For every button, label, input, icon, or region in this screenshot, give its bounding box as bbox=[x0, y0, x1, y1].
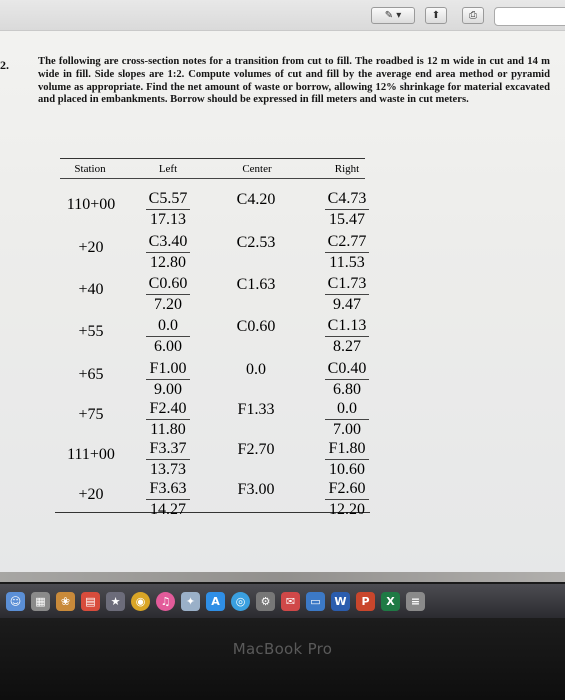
row-right-note-cut-fill: C2.77 bbox=[325, 233, 369, 253]
problem-statement: The following are cross-section notes for a transition from cut to fill. The roadbed is 12 m wide in cut and 14 m wide in fill. Side slopes are 1:2. Compute volumes of cut and fill by the average end area method or pyramid volume as appropriate. Find the net amount of waste or borrow, allowing 12% shrinkage for material excavated and placed in embankments. Borrow should be expressed in fill meters and waste in cut meters. bbox=[38, 56, 550, 106]
macos-dock bbox=[0, 584, 565, 618]
print-button[interactable] bbox=[462, 7, 484, 24]
row-right-note bbox=[325, 233, 369, 272]
screen-bottom-blur bbox=[0, 572, 565, 582]
row-left-note bbox=[146, 317, 190, 356]
row-center-note: C2.53 bbox=[236, 234, 276, 251]
folder-icon[interactable]: ▭ bbox=[306, 592, 325, 611]
preview-icon[interactable]: ✦ bbox=[181, 592, 200, 611]
itunes-icon[interactable]: ♫ bbox=[156, 592, 175, 611]
annotate-pen-button[interactable] bbox=[371, 7, 415, 24]
print-icon: ⎙ bbox=[469, 10, 477, 21]
row-left-note-distance: 6.00 bbox=[154, 338, 182, 355]
row-right-note-cut-fill: C1.13 bbox=[325, 317, 369, 337]
row-right-note-distance: 15.47 bbox=[329, 211, 365, 228]
row-left-note-cut-fill: F1.00 bbox=[146, 360, 190, 380]
row-left-note-distance: 12.80 bbox=[150, 254, 186, 271]
row-center-note: F3.00 bbox=[237, 481, 275, 498]
row-left-note bbox=[146, 480, 190, 519]
row-left-note bbox=[146, 233, 190, 272]
row-center-note: 0.0 bbox=[246, 361, 266, 378]
row-right-note-cut-fill: F2.60 bbox=[325, 480, 369, 500]
share-button[interactable] bbox=[425, 7, 447, 24]
row-right-note-cut-fill: F1.80 bbox=[325, 440, 369, 460]
row-right-note bbox=[325, 190, 369, 229]
row-right-note bbox=[325, 360, 369, 399]
pen-icon: ✎ ▾ bbox=[384, 10, 402, 21]
row-left-note-cut-fill: F3.37 bbox=[146, 440, 190, 460]
calendar-icon[interactable]: ▤ bbox=[81, 592, 100, 611]
row-left-note bbox=[146, 360, 190, 399]
row-right-note bbox=[325, 275, 369, 314]
row-right-note-distance: 9.47 bbox=[333, 296, 361, 313]
row-left-note-distance: 17.13 bbox=[150, 211, 186, 228]
row-station: +75 bbox=[78, 406, 104, 423]
row-left-note bbox=[146, 440, 190, 479]
table-header-rule bbox=[60, 178, 365, 179]
row-left-note-cut-fill: 0.0 bbox=[146, 317, 190, 337]
finder-icon[interactable]: ☺ bbox=[6, 592, 25, 611]
row-left-note bbox=[146, 190, 190, 229]
viewer-toolbar bbox=[0, 0, 565, 31]
row-right-note-distance: 10.60 bbox=[329, 461, 365, 478]
table-bottom-rule bbox=[55, 512, 370, 513]
word-icon[interactable]: W bbox=[331, 592, 350, 611]
row-center-note: C1.63 bbox=[236, 276, 276, 293]
share-icon: ⬆ bbox=[431, 10, 441, 21]
row-right-note-distance: 8.27 bbox=[333, 338, 361, 355]
row-right-note-cut-fill: 0.0 bbox=[325, 400, 369, 420]
row-station: +20 bbox=[78, 239, 104, 256]
row-left-note-distance: 14.27 bbox=[150, 501, 186, 518]
safari-icon[interactable]: ◎ bbox=[231, 592, 250, 611]
row-station: 110+00 bbox=[66, 196, 116, 213]
powerpoint-icon[interactable]: P bbox=[356, 592, 375, 611]
header-station: Station bbox=[74, 163, 106, 175]
device-label: MacBook Pro bbox=[232, 640, 333, 658]
question-number: 2. bbox=[0, 58, 9, 72]
row-right-note-distance: 7.00 bbox=[333, 421, 361, 438]
toolbar-search-field[interactable] bbox=[494, 7, 565, 26]
chrome-icon[interactable]: ◉ bbox=[131, 592, 150, 611]
row-left-note bbox=[146, 275, 190, 314]
row-right-note bbox=[325, 480, 369, 519]
row-station: +65 bbox=[78, 366, 104, 383]
row-station: +40 bbox=[78, 281, 104, 298]
row-right-note bbox=[325, 440, 369, 479]
row-right-note-distance: 12.20 bbox=[329, 501, 365, 518]
row-right-note-distance: 11.53 bbox=[329, 254, 365, 271]
mail-icon[interactable]: ✉ bbox=[281, 592, 300, 611]
row-right-note-cut-fill: C0.40 bbox=[325, 360, 369, 380]
row-left-note-cut-fill: C3.40 bbox=[146, 233, 190, 253]
row-right-note-distance: 6.80 bbox=[333, 381, 361, 398]
row-right-note bbox=[325, 317, 369, 356]
row-center-note: F2.70 bbox=[237, 441, 275, 458]
photos-icon[interactable]: ❀ bbox=[56, 592, 75, 611]
row-left-note-cut-fill: F3.63 bbox=[146, 480, 190, 500]
row-right-note bbox=[325, 400, 369, 439]
table-top-rule bbox=[60, 158, 365, 159]
row-left-note-cut-fill: F2.40 bbox=[146, 400, 190, 420]
settings-icon[interactable]: ⚙ bbox=[256, 592, 275, 611]
row-left-note bbox=[146, 400, 190, 439]
row-left-note-distance: 9.00 bbox=[154, 381, 182, 398]
star-icon[interactable]: ★ bbox=[106, 592, 125, 611]
row-left-note-distance: 11.80 bbox=[150, 421, 186, 438]
row-right-note-cut-fill: C1.73 bbox=[325, 275, 369, 295]
appstore-icon[interactable]: A bbox=[206, 592, 225, 611]
row-station: +20 bbox=[78, 486, 104, 503]
row-left-note-cut-fill: C0.60 bbox=[146, 275, 190, 295]
row-left-note-cut-fill: C5.57 bbox=[146, 190, 190, 210]
trash-icon[interactable]: ≡ bbox=[406, 592, 425, 611]
row-center-note: C4.20 bbox=[236, 191, 276, 208]
header-right: Right bbox=[334, 163, 360, 175]
row-station: 111+00 bbox=[67, 446, 115, 463]
row-center-note: F1.33 bbox=[237, 401, 275, 418]
header-left: Left bbox=[158, 163, 178, 175]
row-station: +55 bbox=[78, 323, 104, 340]
launchpad-icon[interactable]: ▦ bbox=[31, 592, 50, 611]
row-left-note-distance: 7.20 bbox=[154, 296, 182, 313]
row-center-note: C0.60 bbox=[236, 318, 276, 335]
header-center: Center bbox=[242, 163, 272, 175]
row-right-note-cut-fill: C4.73 bbox=[325, 190, 369, 210]
row-left-note-distance: 13.73 bbox=[150, 461, 186, 478]
laptop-bezel bbox=[0, 618, 565, 700]
excel-icon[interactable]: X bbox=[381, 592, 400, 611]
